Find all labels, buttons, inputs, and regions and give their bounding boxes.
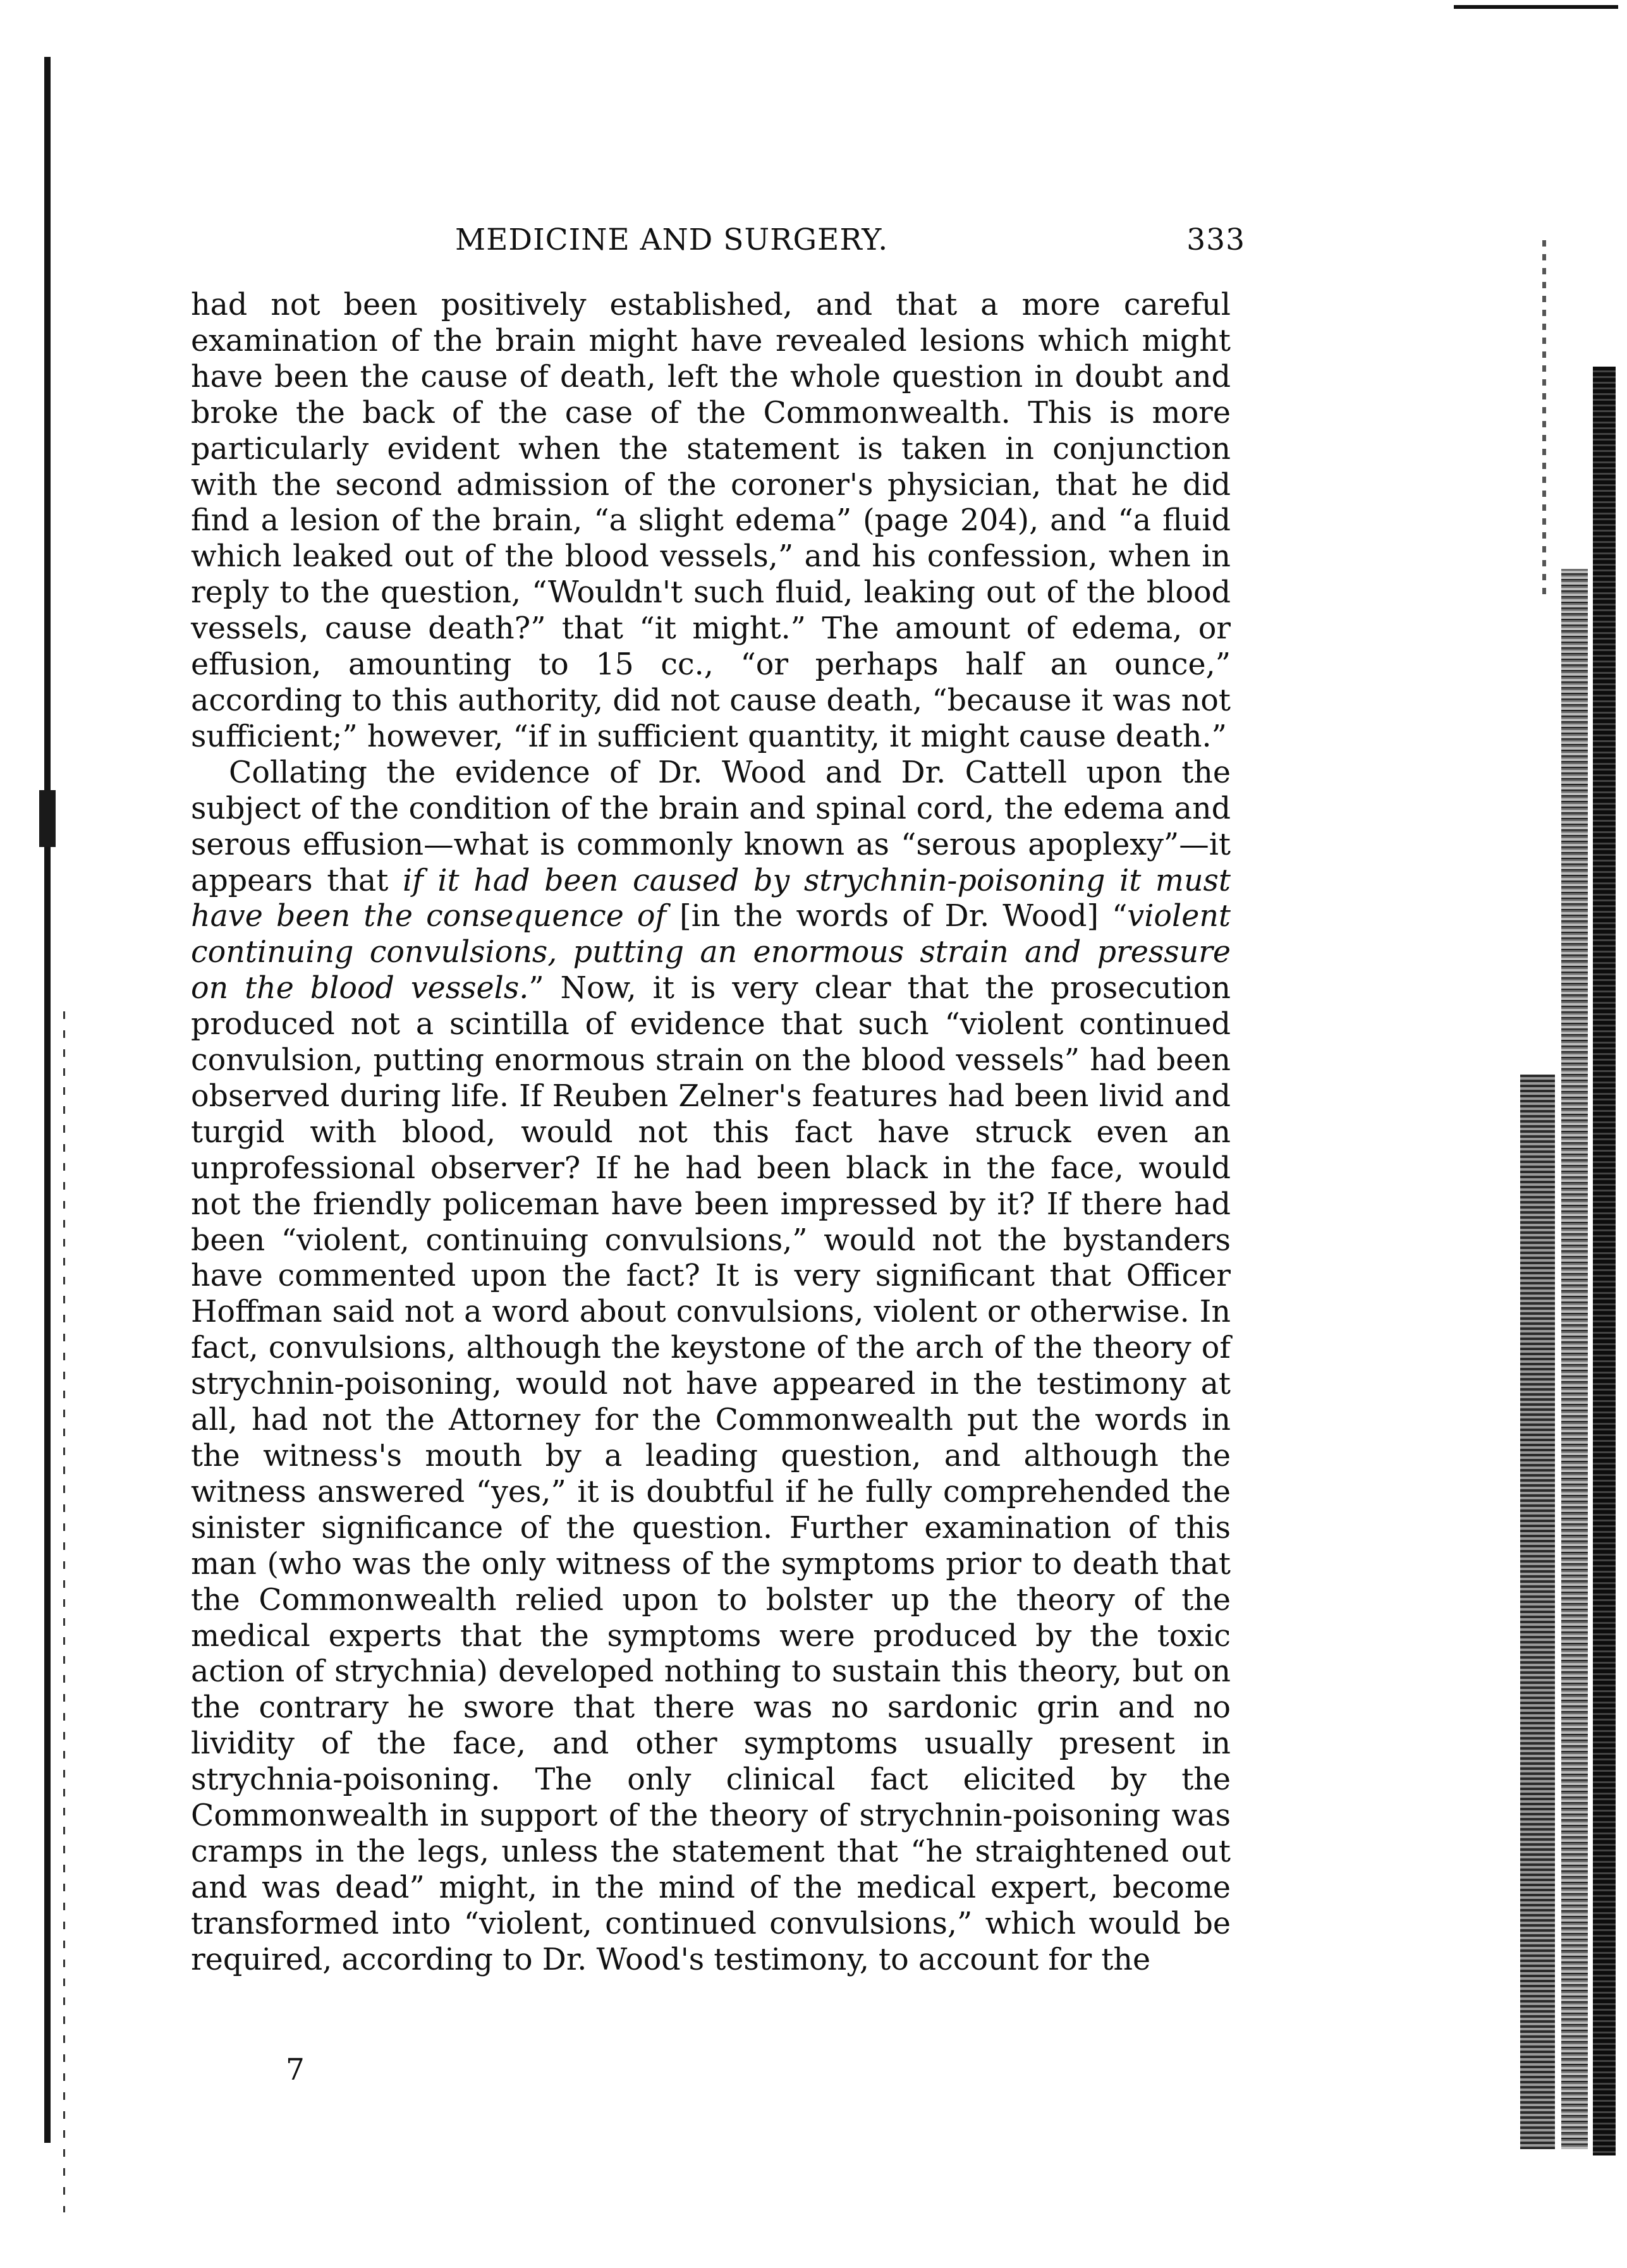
paragraph [191,755,1231,1978]
binding-edge-left [44,57,51,2143]
page-stack-edge-inner [1520,1075,1555,2149]
binding-notch [39,790,56,847]
page-stack-edge-outer [1593,367,1616,2155]
paragraph: had not been positively established, and that a more careful examination of the brain might have revealed lesions which might have been the cause of death, left the whole question in doubt and broke the back of the case of the Commonwealth. This is more particularly evident when the statement is taken in conjunction with the second admission of the coroner's physician, that he did find a lesion of the brain, “a slight edema” (page 204), and “a fluid which leaked out of the blood vessels,” and his confession, when in reply to the question, “Wouldn't such fluid, leaking out of the blood vessels, cause death?” that “it might.” The amount of edema, or effusion, amounting to 15 cc., “or perhaps half an ounce,” according to this authority, did not cause death, “because it was not sufficient;” however, “if in sufficient quantity, it might cause death.” [191,288,1231,754]
signature-mark: 7 [286,2052,305,2087]
italic-quotation: if it had been caused by strychnin-poisoning it must have been the consequence of [191,863,1231,934]
scan-top-rule [1454,5,1618,9]
page-number: 333 [1186,223,1245,257]
page-stack-edge-faint [1542,240,1546,594]
italic-quotation: violent continuing convulsions, putting an enormous strain and pressure on the blood vessels. [191,899,1231,1006]
paragraph-text: ” Now, it is very clear that the prosecution produced not a scintilla of evidence that such “violent continued convulsion, putting enormous strain on the blood vessels” had been observed during life. If Reuben Zelner's features had been livid and turgid with blood, would not this fact have struck even an unprofessional observer? If he had been black in the face, would not the friendly policeman have been impressed by it? If there had been “violent, continuing convulsions,” would not the bystanders have commented upon the fact? It is very significant that Officer Hoffman said not a word about convulsions, violent or otherwise. In fact, convulsions, although the keystone of the arch of the theory of strychnin-poisoning, would not have appeared in the testimony at all, had not the Attorney for the Commonwealth put the words in the witness's mouth by a leading question, and although the witness answered “yes,” it is doubtful if he fully comprehended the sinister significance of the question. Further examination of this man (who was the only witness of the symptoms prior to death that the Commonwealth relied upon to bolster up the theory of the medical experts that the symptoms were produced by the toxic action of strychnia) developed nothing to sustain this theory, but on the contrary he swore that there was no sardonic grin and no lividity of the face, and other symptoms usually present in strychnia-poisoning. The only clinical fact elicited by the Commonwealth in support of the theory of strychnin-poisoning was cramps in the legs, unless the statement that “he straightened out and was dead” might, in the mind of the medical expert, become transformed into “violent, continued convulsions,” which would be required, according to Dr. Wood's testimony, to account for the [191,971,1231,1977]
page-stack-edge-middle [1561,569,1588,2149]
running-header [196,215,1245,265]
body-text [191,288,1231,1978]
paragraph-text: [in the words of Dr. Wood] “ [666,899,1128,934]
running-title: MEDICINE AND SURGERY. [455,223,889,257]
paragraph-text: Collating the evidence of Dr. Wood and Dr. Cattell upon the subject of the condition of the brain and spinal cord, the edema and serous effusion—what is commonly known as “serous apoplexy”—it appears that [191,755,1231,898]
binding-edge-shadow [63,1011,65,2212]
